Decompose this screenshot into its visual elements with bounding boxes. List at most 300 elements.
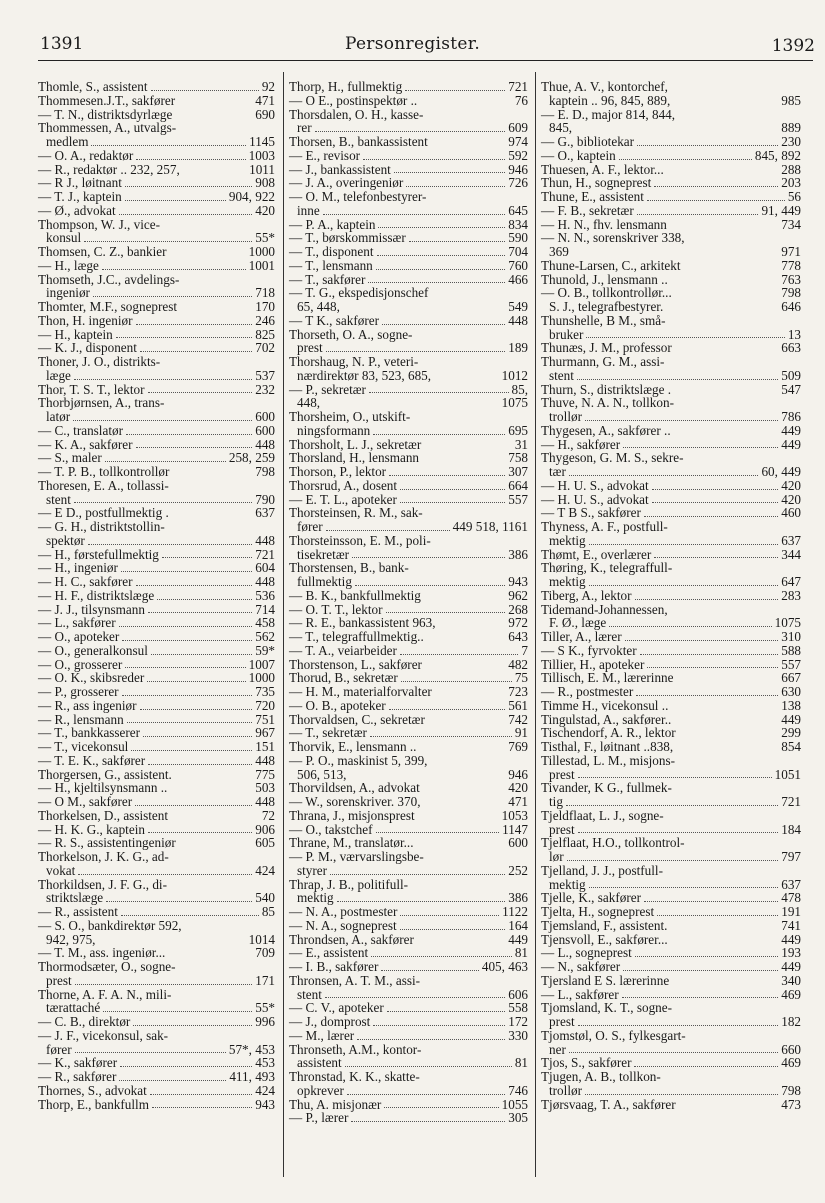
entry-text: — W., sorenskriver. 370, bbox=[289, 794, 421, 809]
index-entry bbox=[541, 149, 801, 163]
index-entry bbox=[541, 1070, 801, 1084]
index-entry bbox=[38, 726, 275, 740]
entry-page-number: 790 bbox=[255, 491, 275, 507]
dot-leader bbox=[103, 1011, 252, 1012]
entry-text: — J., domprost bbox=[289, 1014, 371, 1029]
entry-page-number: 81 bbox=[514, 1055, 528, 1071]
entry-text: Thronstad, K. K., skatte- bbox=[289, 1069, 420, 1084]
entry-text: — I. B., sakfører bbox=[289, 959, 379, 974]
index-entry bbox=[38, 836, 275, 850]
index-entry bbox=[541, 658, 801, 672]
entry-page-number: 1075 bbox=[774, 615, 801, 631]
dot-leader bbox=[400, 489, 505, 490]
index-entry bbox=[289, 204, 528, 218]
index-entry bbox=[289, 726, 528, 740]
entry-text: Thompson, W. J., vice- bbox=[38, 216, 160, 232]
index-entry bbox=[541, 960, 801, 974]
entry-text: Thorkelsen, D., assistent bbox=[38, 807, 169, 823]
entry-page-number: 503 bbox=[255, 780, 275, 796]
index-entry bbox=[38, 204, 275, 218]
entry-page-number: 1145 bbox=[249, 134, 275, 149]
index-entry bbox=[289, 534, 528, 548]
entry-page-number: 420 bbox=[781, 491, 801, 507]
entry-text: ingeniør bbox=[46, 285, 90, 301]
entry-text: — T. M., ass. ingeniør... bbox=[38, 945, 166, 961]
entry-text: — T. P. B., tollkontrollør bbox=[38, 464, 170, 479]
entry-page-number: 600 bbox=[508, 835, 528, 851]
index-entry bbox=[541, 589, 801, 603]
entry-page-number: 91 bbox=[514, 725, 528, 741]
index-entry bbox=[289, 878, 528, 892]
entry-page-number: 1053 bbox=[501, 807, 528, 823]
entry-page-number: 557 bbox=[508, 491, 528, 507]
dot-leader bbox=[125, 186, 252, 187]
dot-leader bbox=[74, 502, 252, 503]
column-divider-1 bbox=[283, 72, 284, 1177]
index-entry bbox=[541, 286, 801, 300]
dot-leader bbox=[566, 805, 778, 806]
entry-page-number: 971 bbox=[781, 244, 801, 259]
index-entry bbox=[38, 410, 275, 424]
dot-leader bbox=[569, 1052, 778, 1053]
dot-leader bbox=[609, 626, 771, 627]
entry-text: — O., grosserer bbox=[38, 656, 123, 672]
dot-leader bbox=[373, 434, 505, 435]
entry-page-number: 906 bbox=[255, 821, 275, 837]
entry-text: — M., lærer bbox=[289, 1027, 355, 1043]
dot-leader bbox=[326, 530, 450, 531]
entry-page-number: 605 bbox=[255, 835, 275, 851]
index-entry bbox=[289, 438, 528, 452]
index-entry bbox=[541, 644, 801, 658]
entry-text: prest bbox=[549, 1014, 575, 1029]
entry-page-number: 741 bbox=[781, 917, 801, 933]
entry-page-number: 646 bbox=[781, 299, 801, 314]
entry-text: Thrana, J., misjonsprest bbox=[289, 807, 415, 823]
index-entry bbox=[289, 1098, 528, 1112]
index-entry bbox=[541, 108, 801, 122]
index-entry bbox=[38, 176, 275, 190]
entry-text: — O M., sakfører bbox=[38, 794, 133, 809]
entry-page-number: 797 bbox=[781, 849, 801, 864]
index-entry bbox=[289, 988, 528, 1002]
entry-text: — H. N., fhv. lensmann bbox=[541, 216, 667, 232]
dot-leader bbox=[121, 915, 259, 916]
entry-text: Thorson, P., lektor bbox=[289, 464, 387, 479]
dot-leader bbox=[578, 777, 772, 778]
entry-page-number: 299 bbox=[781, 725, 801, 741]
dot-leader bbox=[637, 214, 759, 215]
index-entry bbox=[38, 988, 275, 1002]
entry-text: Thune, E., assistent bbox=[541, 189, 644, 204]
entry-text: — P. O., maskinist 5, 399, bbox=[289, 752, 428, 768]
index-entry bbox=[38, 451, 275, 465]
entry-text: vokat bbox=[46, 862, 76, 878]
entry-text: Thon, H. ingeniør bbox=[38, 312, 133, 328]
entry-text: Thrap, J. B., politifull- bbox=[289, 876, 409, 892]
entry-page-number: 471 bbox=[255, 92, 275, 108]
entry-page-number: 637 bbox=[255, 505, 275, 521]
index-entry bbox=[38, 1084, 275, 1098]
entry-text: Thømt, E., overlærer bbox=[541, 546, 652, 562]
index-entry bbox=[38, 438, 275, 452]
dot-leader bbox=[147, 681, 245, 682]
entry-page-number: 604 bbox=[255, 560, 275, 576]
entry-text: — O E., postinspektør .. bbox=[289, 92, 418, 108]
entry-text: Thomter, M.F., sogneprest bbox=[38, 299, 178, 314]
entry-text: — H., ingeniør bbox=[38, 560, 118, 576]
dot-leader bbox=[125, 667, 245, 668]
index-entry bbox=[541, 273, 801, 287]
dot-leader bbox=[384, 1107, 498, 1108]
entry-text: — P., lærer bbox=[289, 1110, 349, 1126]
entry-text: trollør bbox=[549, 409, 582, 424]
index-entry bbox=[38, 273, 275, 287]
entry-text: Tischendorf, A. R., lektor bbox=[541, 725, 676, 741]
index-entry bbox=[38, 603, 275, 617]
entry-page-number: 967 bbox=[255, 725, 275, 741]
entry-page-number: 59* bbox=[255, 642, 275, 658]
index-entry bbox=[289, 616, 528, 630]
index-entry bbox=[38, 245, 275, 259]
entry-text: Thorvik, E., lensmann .. bbox=[289, 739, 417, 754]
entry-page-number: 509 bbox=[781, 367, 801, 383]
index-entry bbox=[38, 1015, 275, 1029]
dot-leader bbox=[622, 997, 779, 998]
entry-page-number: 714 bbox=[255, 601, 275, 617]
index-entry bbox=[38, 314, 275, 328]
entry-text: Tisthal, F., løitnant ..838, bbox=[541, 739, 674, 754]
dot-leader bbox=[357, 1039, 505, 1040]
entry-page-number: 540 bbox=[255, 890, 275, 906]
entry-page-number: 424 bbox=[255, 1082, 275, 1098]
index-column-2 bbox=[289, 80, 528, 1125]
entry-text: — E., revisor bbox=[289, 147, 361, 163]
index-entry bbox=[38, 960, 275, 974]
entry-text: Thorsheim, O., utskift- bbox=[289, 409, 411, 424]
entry-text: — O., generalkonsul bbox=[38, 642, 148, 658]
index-entry bbox=[541, 905, 801, 919]
dot-leader bbox=[116, 337, 253, 338]
entry-page-number: 386 bbox=[508, 890, 528, 906]
entry-page-number: 460 bbox=[781, 505, 801, 521]
index-entry bbox=[38, 974, 275, 988]
index-entry bbox=[38, 190, 275, 204]
index-entry bbox=[541, 424, 801, 438]
entry-text: Tingulstad, A., sakfører.. bbox=[541, 711, 672, 727]
dot-leader bbox=[135, 805, 252, 806]
entry-page-number: 288 bbox=[781, 161, 801, 177]
entry-page-number: 726 bbox=[508, 175, 528, 191]
index-entry bbox=[38, 355, 275, 369]
index-entry bbox=[289, 781, 528, 795]
index-entry bbox=[289, 671, 528, 685]
entry-page-number: 798 bbox=[255, 464, 275, 479]
index-entry bbox=[541, 121, 801, 135]
entry-page-number: 946 bbox=[508, 766, 528, 782]
entry-page-number: 825 bbox=[255, 326, 275, 342]
entry-text: Tivander, K G., fullmek- bbox=[541, 780, 672, 796]
dot-leader bbox=[619, 159, 752, 160]
index-entry bbox=[38, 135, 275, 149]
entry-text: Thorkildsen, J. F. G., di- bbox=[38, 876, 167, 892]
entry-page-number: 91, 449 bbox=[761, 202, 801, 218]
index-entry bbox=[38, 493, 275, 507]
entry-page-number: 600 bbox=[255, 409, 275, 424]
entry-text: Thorstenson, L., sakfører bbox=[289, 656, 422, 672]
dot-leader bbox=[589, 544, 779, 545]
dot-leader bbox=[75, 1052, 226, 1053]
dot-leader bbox=[577, 379, 778, 380]
index-entry bbox=[38, 864, 275, 878]
dot-leader bbox=[387, 1011, 505, 1012]
dot-leader bbox=[73, 420, 252, 421]
entry-text: Thomle, S., assistent bbox=[38, 79, 148, 94]
dot-leader bbox=[121, 571, 252, 572]
entry-page-number: 758 bbox=[508, 450, 528, 466]
dot-leader bbox=[578, 832, 779, 833]
entry-text: 506, 513, bbox=[297, 766, 347, 782]
entry-page-number: 164 bbox=[508, 917, 528, 933]
index-entry bbox=[541, 561, 801, 575]
index-entry bbox=[541, 713, 801, 727]
dot-leader bbox=[644, 901, 778, 902]
index-entry bbox=[289, 754, 528, 768]
dot-leader bbox=[119, 626, 253, 627]
entry-page-number: 1011 bbox=[249, 161, 275, 177]
entry-page-number: 81 bbox=[514, 945, 528, 961]
dot-leader bbox=[567, 860, 779, 861]
dot-leader bbox=[401, 681, 512, 682]
entry-text: fullmektig bbox=[297, 574, 352, 589]
dot-leader bbox=[345, 1066, 512, 1067]
entry-text: inne bbox=[297, 202, 320, 218]
dot-leader bbox=[148, 392, 253, 393]
dot-leader bbox=[136, 324, 253, 325]
entry-page-number: 448 bbox=[255, 436, 275, 452]
entry-page-number: 592 bbox=[508, 147, 528, 163]
index-entry bbox=[38, 809, 275, 823]
index-entry bbox=[289, 396, 528, 410]
index-entry bbox=[541, 341, 801, 355]
entry-text: — K. A., sakfører bbox=[38, 436, 133, 452]
entry-page-number: 151 bbox=[255, 739, 275, 754]
entry-text: Tjomstøl, O. S., fylkesgart- bbox=[541, 1027, 686, 1043]
entry-text: — E D., postfullmektig . bbox=[38, 505, 169, 521]
entry-page-number: 1055 bbox=[501, 1096, 528, 1112]
entry-page-number: 172 bbox=[508, 1014, 528, 1029]
index-entry bbox=[289, 94, 528, 108]
index-entry bbox=[541, 369, 801, 383]
dot-leader bbox=[386, 612, 506, 613]
dot-leader bbox=[389, 709, 506, 710]
entry-page-number: 695 bbox=[508, 422, 528, 438]
index-entry bbox=[541, 493, 801, 507]
index-entry bbox=[541, 630, 801, 644]
entry-text: mektig bbox=[297, 890, 334, 906]
index-entry bbox=[38, 286, 275, 300]
dot-leader bbox=[400, 654, 518, 655]
index-entry bbox=[289, 314, 528, 328]
entry-text: — H. U. S., advokat bbox=[541, 477, 649, 493]
entry-text: — C. V., apoteker bbox=[289, 1000, 384, 1016]
index-entry bbox=[38, 1029, 275, 1043]
entry-page-number: 609 bbox=[508, 120, 528, 136]
dot-leader bbox=[105, 461, 226, 462]
index-entry bbox=[541, 919, 801, 933]
dot-leader bbox=[589, 887, 779, 888]
entry-text: — L., sakfører bbox=[38, 615, 116, 631]
index-entry bbox=[541, 616, 801, 630]
entry-page-number: 854 bbox=[781, 739, 801, 754]
index-entry bbox=[289, 80, 528, 94]
index-entry bbox=[38, 699, 275, 713]
dot-leader bbox=[389, 475, 505, 476]
entry-text: — R J., løitnant bbox=[38, 175, 122, 191]
entry-text: Thorshaug, N. P., veteri- bbox=[289, 354, 419, 369]
entry-text: — R. E., bankassistent 963, bbox=[289, 615, 436, 631]
index-entry bbox=[38, 1001, 275, 1015]
entry-text: — O. B., apoteker bbox=[289, 697, 386, 713]
entry-page-number: 798 bbox=[781, 1082, 801, 1098]
entry-page-number: 908 bbox=[255, 175, 275, 191]
entry-text: trollør bbox=[549, 1082, 582, 1098]
entry-page-number: 449 518, 1161 bbox=[452, 519, 528, 534]
index-column-1 bbox=[38, 80, 275, 1111]
index-entry bbox=[289, 658, 528, 672]
entry-text: Timme H., vicekonsul .. bbox=[541, 697, 669, 713]
entry-page-number: 340 bbox=[781, 972, 801, 988]
entry-text: — T., disponent bbox=[289, 244, 374, 259]
entry-text: — O. B., tollkontrollør... bbox=[541, 285, 672, 301]
index-entry bbox=[541, 1029, 801, 1043]
index-entry bbox=[38, 259, 275, 273]
entry-text: Tiberg, A., lektor bbox=[541, 587, 632, 603]
index-entry bbox=[289, 1056, 528, 1070]
entry-page-number: 845, 892 bbox=[754, 147, 801, 163]
index-entry bbox=[38, 713, 275, 727]
entry-text: Tjomsland, K. T., sogne- bbox=[541, 1000, 673, 1016]
entry-text: — H. C., sakfører bbox=[38, 574, 133, 589]
entry-text: konsul bbox=[46, 230, 82, 246]
dot-leader bbox=[347, 1094, 505, 1095]
index-entry bbox=[289, 465, 528, 479]
dot-leader bbox=[126, 434, 252, 435]
dot-leader bbox=[136, 159, 245, 160]
dot-leader bbox=[373, 1025, 505, 1026]
entry-page-number: 13 bbox=[787, 326, 801, 342]
index-entry bbox=[289, 630, 528, 644]
entry-page-number: 1147 bbox=[502, 821, 528, 837]
dot-leader bbox=[131, 750, 252, 751]
index-entry bbox=[38, 740, 275, 754]
dot-leader bbox=[381, 970, 478, 971]
index-entry bbox=[541, 80, 801, 94]
entry-page-number: 449 bbox=[508, 931, 528, 947]
entry-page-number: 466 bbox=[508, 271, 528, 287]
dot-leader bbox=[640, 654, 779, 655]
entry-page-number: 193 bbox=[781, 945, 801, 961]
dot-leader bbox=[409, 241, 505, 242]
entry-text: — H., kjeltilsynsmann .. bbox=[38, 780, 168, 796]
index-entry bbox=[289, 836, 528, 850]
dot-leader bbox=[148, 832, 252, 833]
index-entry bbox=[541, 231, 801, 245]
dot-leader bbox=[337, 901, 506, 902]
entry-text: — N. A., postmester bbox=[289, 904, 398, 919]
dot-leader bbox=[376, 269, 505, 270]
entry-text: — S K., fyrvokter bbox=[541, 642, 637, 658]
index-entry bbox=[38, 823, 275, 837]
entry-text: — O., kaptein bbox=[541, 147, 616, 163]
entry-text: Thoresen, E. A., tollassi- bbox=[38, 477, 169, 493]
entry-page-number: 191 bbox=[781, 904, 801, 919]
dot-leader bbox=[148, 764, 252, 765]
entry-text: — C. B., direktør bbox=[38, 1014, 131, 1029]
entry-page-number: 645 bbox=[508, 202, 528, 218]
index-entry bbox=[289, 245, 528, 259]
index-entry bbox=[289, 960, 528, 974]
index-entry bbox=[289, 355, 528, 369]
entry-page-number: 1000 bbox=[248, 670, 275, 686]
index-entry bbox=[541, 465, 801, 479]
entry-text: bruker bbox=[549, 326, 584, 342]
dot-leader bbox=[93, 296, 252, 297]
entry-page-number: 690 bbox=[255, 106, 275, 122]
index-entry bbox=[38, 795, 275, 809]
entry-page-number: 448 bbox=[508, 312, 528, 328]
entry-text: læge bbox=[46, 367, 71, 383]
entry-text: Thuesen, A. F., lektor... bbox=[541, 161, 664, 177]
entry-page-number: 972 bbox=[508, 615, 528, 631]
entry-text: mektig bbox=[549, 532, 586, 548]
dot-leader bbox=[140, 709, 253, 710]
entry-page-number: 420 bbox=[508, 780, 528, 796]
entry-text: Thunæs, J. M., professor bbox=[541, 340, 672, 356]
entry-page-number: 56 bbox=[787, 189, 801, 204]
entry-text: — R., redaktør .. 232, 257, bbox=[38, 161, 180, 177]
index-entry bbox=[289, 328, 528, 342]
entry-page-number: 60, 449 bbox=[761, 464, 801, 479]
entry-page-number: 85 bbox=[261, 904, 275, 919]
index-entry bbox=[289, 974, 528, 988]
dot-leader bbox=[368, 282, 505, 283]
index-entry bbox=[289, 809, 528, 823]
index-entry bbox=[38, 561, 275, 575]
entry-text: — Ø., advokat bbox=[38, 202, 116, 218]
entry-page-number: 561 bbox=[508, 697, 528, 713]
index-entry bbox=[541, 520, 801, 534]
entry-text: — P. M., værvarslingsbe- bbox=[289, 849, 424, 864]
index-entry bbox=[541, 176, 801, 190]
entry-text: — H. F., distriktslæge bbox=[38, 587, 155, 603]
index-entry bbox=[541, 190, 801, 204]
entry-text: Thrane, M., translatør... bbox=[289, 835, 414, 851]
entry-text: — T., børskommissær bbox=[289, 230, 406, 246]
entry-text: nærdirektør 83, 523, 685, bbox=[297, 367, 432, 383]
entry-text: Throndsen, A., sakfører bbox=[289, 931, 414, 947]
index-entry bbox=[541, 94, 801, 108]
entry-text: S. J., telegrafbestyrer. bbox=[549, 299, 664, 314]
index-entry bbox=[289, 383, 528, 397]
entry-page-number: 1014 bbox=[248, 931, 275, 947]
entry-text: — G. H., distriktstollin- bbox=[38, 519, 165, 534]
entry-text: Tjelle, K., sakfører bbox=[541, 890, 641, 906]
entry-text: tærattaché bbox=[46, 1000, 101, 1016]
dot-leader bbox=[376, 832, 500, 833]
entry-page-number: 448 bbox=[255, 574, 275, 589]
index-entry bbox=[541, 933, 801, 947]
